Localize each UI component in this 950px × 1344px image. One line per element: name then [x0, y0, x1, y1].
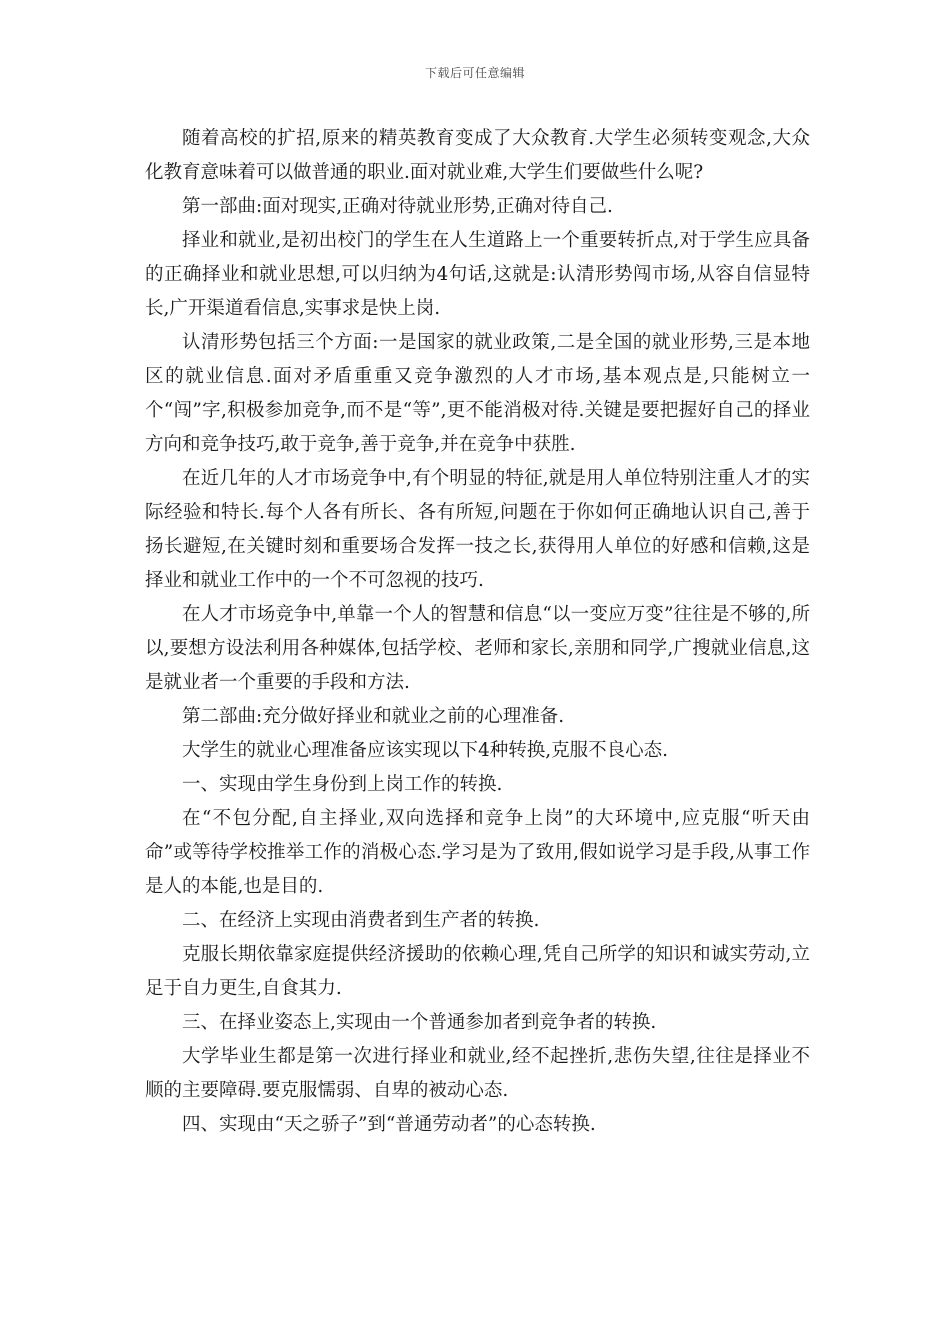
list-heading-1: 一、实现由学生身份到上岗工作的转换. [182, 774, 503, 795]
paragraph: 在人才市场竞争中,单靠一个人的智慧和信息“以一变应万变”往往是不够的,所以,要想方设法利用各种媒体,包括学校、老师和家长,亲朋和同学,广搜就业信息,这是就业者一个重要的手段和方法. [145, 604, 810, 693]
paragraph: 在“不包分配,自主择业,双向选择和竞争上岗”的大环境中,应克服“听天由命”或等待学校推举工作的消极心态.学习是为了致用,假如说学习是手段,从事工作是人的本能,也是目的. [145, 808, 810, 897]
paragraph: 克服长期依靠家庭提供经济援助的依赖心理,凭自己所学的知识和诚实劳动,立足于自力更生,自食其力. [145, 944, 810, 999]
paragraph: 认清形势包括三个方面:一是国家的就业政策,二是全国的就业形势,三是本地区的就业信息.面对矛盾重重又竞争激烈的人才市场,基本观点是,只能树立一个“闯”字,积极参加竞争,而不是“等”,更不能消极对待.关键是要把握好自己的择业方向和竞争技巧,敢于竞争,善于竞争,并在竞争中获胜. [145, 332, 810, 455]
section-heading-part-two: 第二部曲:充分做好择业和就业之前的心理准备. [182, 706, 565, 727]
paragraph: 大学毕业生都是第一次进行择业和就业,经不起挫折,悲伤失望,往往是择业不顺的主要障碍.要克服懦弱、自卑的被动心态. [145, 1046, 810, 1101]
list-heading-4: 四、实现由“天之骄子”到“普通劳动者”的心态转换. [182, 1114, 596, 1135]
section-heading-part-one: 第一部曲:面对现实,正确对待就业形势,正确对待自己. [182, 196, 613, 217]
document-body [145, 122, 810, 1142]
paragraph: 在近几年的人才市场竞争中,有个明显的特征,就是用人单位特别注重人才的实际经验和特长.每个人各有所长、各有所短,问题在于你如何正确地认识自己,善于扬长避短,在关键时刻和重要场合发挥一技之长,获得用人单位的好感和信赖,这是择业和就业工作中的一个不可忽视的技巧. [145, 468, 810, 591]
paragraph: 择业和就业,是初出校门的学生在人生道路上一个重要转折点,对于学生应具备的正确择业和就业思想,可以归纳为4句话,这就是:认清形势闯市场,从容自信显特长,广开渠道看信息,实事求是快上岗. [145, 230, 810, 319]
page-header-note: 下载后可任意编辑 [424, 66, 525, 80]
list-heading-2: 二、在经济上实现由消费者到生产者的转换. [182, 910, 540, 931]
paragraph: 大学生的就业心理准备应该实现以下4种转换,克服不良心态. [182, 740, 669, 761]
paragraph-intro: 随着高校的扩招,原来的精英教育变成了大众教育.大学生必须转变观念,大众化教育意味着可以做普通的职业.面对就业难,大学生们要做些什么呢? [145, 128, 810, 183]
list-heading-3: 三、在择业姿态上,实现由一个普通参加者到竞争者的转换. [182, 1012, 657, 1033]
